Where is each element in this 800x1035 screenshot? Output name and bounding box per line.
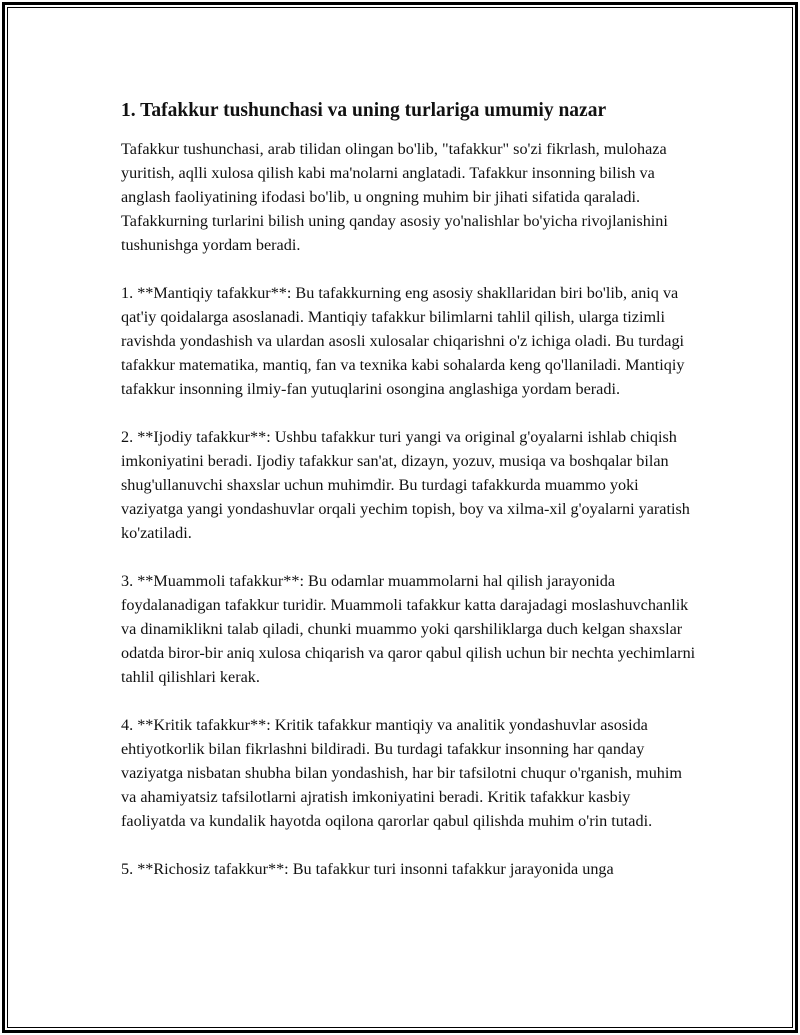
document-title: 1. Tafakkur tushunchasi va uning turlariga umumiy nazar — [121, 100, 607, 121]
paragraph-muammoli: 3. **Muammoli tafakkur**: Bu odamlar muammolarni hal qilish jarayonida foydalanadigan tafakkur turidir. Muammoli tafakkur katta darajadagi moslashuvchanlik va dinamiklikni talab qiladi, chunki muammo yoki qarshiliklarga duch kelgan shaxslar odatda biror-bir aniq xulosa chiqarish va qaror qabul qilish uchun bir nechta yechimlarni tahlil qilishlari kerak. — [121, 572, 696, 686]
document-body — [121, 97, 697, 905]
paragraph-richosiz: 5. **Richosiz tafakkur**: Bu tafakkur turi insonni tafakkur jarayonida unga — [121, 860, 614, 878]
paragraph-kritik: 4. **Kritik tafakkur**: Kritik tafakkur mantiqiy va analitik yondashuvlar asosida ehtiyotkorlik bilan fikrlashni bildiradi. Bu turdagi tafakkur insonning har qanday vaziyatga nisbatan shubha bilan yondashish, har bir tafsilotni chuqur o'rganish, muhim va ahamiyatsiz tafsilotlarni ajratish imkoniyatini beradi. Kritik tafakkur kasbiy faoliyatda va kundalik hayotda oqilona qarorlar qabul qilishda muhim o'rin tutadi. — [121, 716, 682, 830]
paragraph-mantiqiy: 1. **Mantiqiy tafakkur**: Bu tafakkurning eng asosiy shakllaridan biri bo'lib, aniq va qat'iy qoidalarga asoslanadi. Mantiqiy tafakkur bilimlarni tahlil qilish, ularga tizimli ravishda yondashish va ulardan asosli xulosalar chiqarishni o'z ichiga oladi. Bu turdagi tafakkur matematika, mantiq, fan va texnika kabi sohalarda keng qo'llaniladi. Mantiqiy tafakkur insonning ilmiy-fan yutuqlarini osongina anglashiga yordam beradi. — [121, 284, 685, 398]
paragraph-ijodiy: 2. **Ijodiy tafakkur**: Ushbu tafakkur turi yangi va original g'oyalarni ishlab chiqish imkoniyatini beradi. Ijodiy tafakkur san'at, dizayn, yozuv, musiqa va boshqalar bilan shug'ullanuvchi shaxslar uchun muhimdir. Bu turdagi tafakkurda muammo yoki vaziyatga yangi yondashuvlar orqali yechim topish, boy va xilma-xil g'oyalarni yaratish ko'zatiladi. — [121, 428, 690, 542]
paragraph-intro: Tafakkur tushunchasi, arab tilidan olingan bo'lib, "tafakkur" so'zi fikrlash, mulohaza yuritish, aqlli xulosa qilish kabi ma'nolarni anglatadi. Tafakkur insonning bilish va anglash faoliyatining ifodasi bo'lib, u ongning muhim bir jihati sifatida qaraladi. Tafakkurning turlarini bilish uning qanday asosiy yo'nalishlar bo'yicha rivojlanishini tushunishga yordam beradi. — [121, 140, 668, 254]
page-frame — [2, 2, 798, 1033]
